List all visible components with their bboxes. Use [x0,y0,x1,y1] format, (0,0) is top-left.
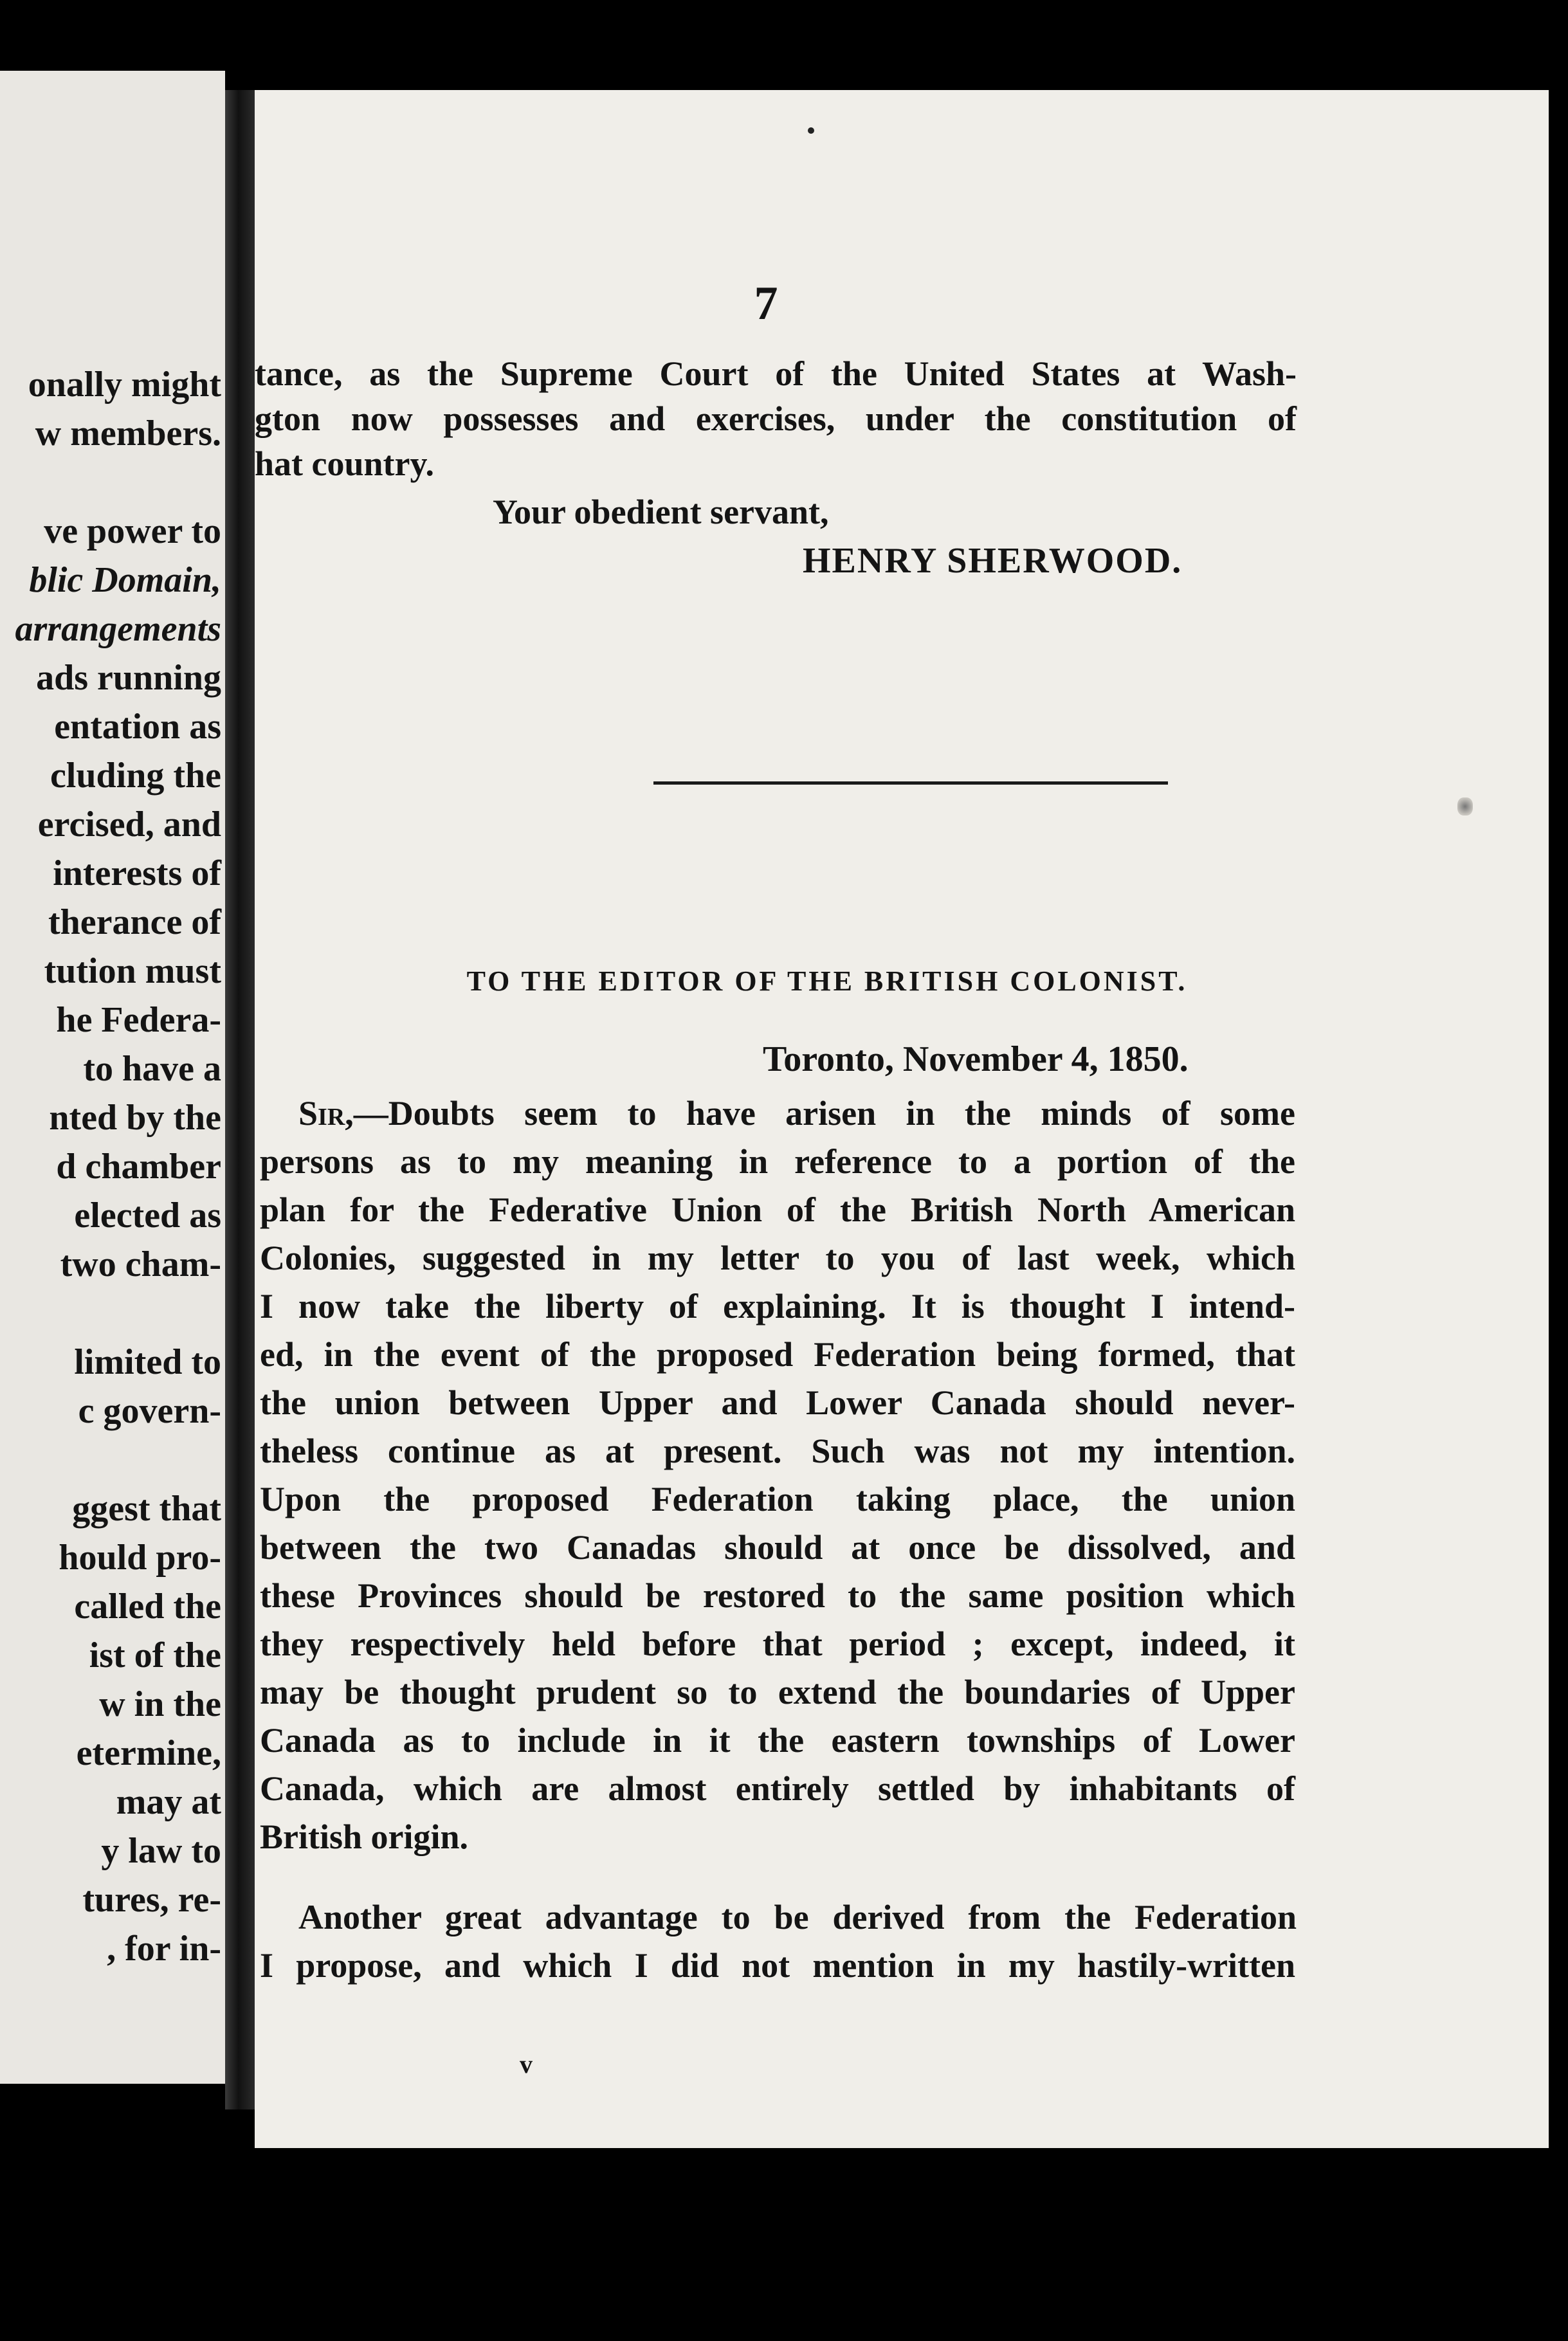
left-page-line: c govern- [78,1391,221,1431]
left-page-line [0,458,221,507]
paragraph1-line-16: British origin. [260,1817,469,1856]
opening-line-1: tance, as the Supreme Court of the United States at Wash- [255,354,1297,393]
paragraph1-line-11: these Provinces should be restored to the same position which [260,1576,1295,1615]
paragraph1-line-6: ed, in the event of the proposed Federation being formed, that [260,1335,1295,1374]
right-page [255,90,1549,2148]
signature: HENRY SHERWOOD. [803,541,1183,581]
paper-speck [1457,797,1473,815]
left-page-line: y law to [101,1831,221,1871]
left-page-line: , for in- [107,1929,221,1969]
left-facing-page [0,71,225,2084]
left-page-line: hould pro- [59,1538,221,1578]
paragraph1-line-1 [260,1093,1295,1133]
left-page-line [0,1435,221,1484]
opening-line-3: hat country. [255,444,435,483]
ink-dot [808,127,814,134]
left-page-line: interests of [53,853,221,893]
paragraph1-line-3: plan for the Federative Union of the British North American [260,1190,1295,1229]
dateline: Toronto, November 4, 1850. [763,1039,1189,1079]
left-page-text [0,360,221,1973]
left-page-line: arrangements [15,609,221,649]
left-page-line: onally might [28,365,221,405]
paragraph2-line-2: I propose, and which I did not mention in my hastily-written [260,1946,1295,1985]
left-page-line: ggest that [72,1489,221,1529]
paragraph1-line-10: between the two Canadas should at once be dissolved, and [260,1528,1295,1567]
left-page-line: ve power to [44,511,221,551]
left-page-line: ist of the [89,1635,221,1675]
paragraph1-line-5: I now take the liberty of explaining. It is thought I intend- [260,1287,1295,1325]
left-page-line: called the [74,1587,221,1626]
left-page-line: two cham- [60,1244,221,1284]
left-page-line: elected as [74,1196,221,1235]
left-page-line: limited to [74,1342,221,1382]
left-page-line [0,1289,221,1338]
opening-line-2: gton now possesses and exercises, under the constitution of [255,399,1297,438]
left-page-line: w members. [35,414,221,453]
left-page-line: entation as [54,707,221,747]
left-page-line: etermine, [76,1733,221,1773]
left-page-line: ads running [36,658,221,698]
left-page-line: to have a [83,1049,221,1089]
paragraph1-line-7: the union between Upper and Lower Canada should never- [260,1383,1295,1422]
paragraph1-line-4: Colonies, suggested in my letter to you of last week, which [260,1239,1295,1277]
left-page-line: tures, re- [82,1880,221,1920]
left-page-line: may at [116,1782,221,1822]
page-number: 7 [754,277,778,330]
paragraph1-line-14: Canada as to include in it the eastern townships of Lower [260,1721,1295,1760]
left-page-line: therance of [48,902,221,942]
paragraph2-line-1: Another great advantage to be derived from the Federation [298,1898,1297,1936]
letter-heading: TO THE EDITOR OF THE BRITISH COLONIST. [466,965,1188,997]
left-page-line: he Federa- [56,1000,221,1040]
paragraph1-line-8: theless continue as at present. Such was not my intention. [260,1432,1295,1470]
left-page-line: d chamber [56,1147,221,1187]
left-page-line: tution must [44,951,221,991]
section-rule [653,781,1168,785]
paragraph1-line-15: Canada, which are almost entirely settled by inhabitants of [260,1769,1295,1808]
salutation: Sir, [298,1094,354,1133]
left-page-line: cluding the [50,756,221,796]
paragraph1-line-13: may be thought prudent so to extend the boundaries of Upper [260,1673,1295,1711]
closing-salutation: Your obedient servant, [493,493,829,531]
book-gutter [225,90,255,2109]
left-page-line: nted by the [49,1098,221,1138]
left-page-line: blic Domain, [29,560,221,600]
bottom-mark: v [520,2050,533,2079]
paragraph1-line-12: they respectively held before that period ; except, indeed, it [260,1625,1295,1663]
left-page-line: ercised, and [37,805,221,844]
paragraph1-text-1: —Doubts seem to have arisen in the minds of some [353,1094,1295,1133]
paragraph1-line-2: persons as to my meaning in reference to a portion of the [260,1142,1295,1181]
paragraph1-line-9: Upon the proposed Federation taking place, the union [260,1480,1295,1518]
left-page-line: w in the [99,1684,221,1724]
